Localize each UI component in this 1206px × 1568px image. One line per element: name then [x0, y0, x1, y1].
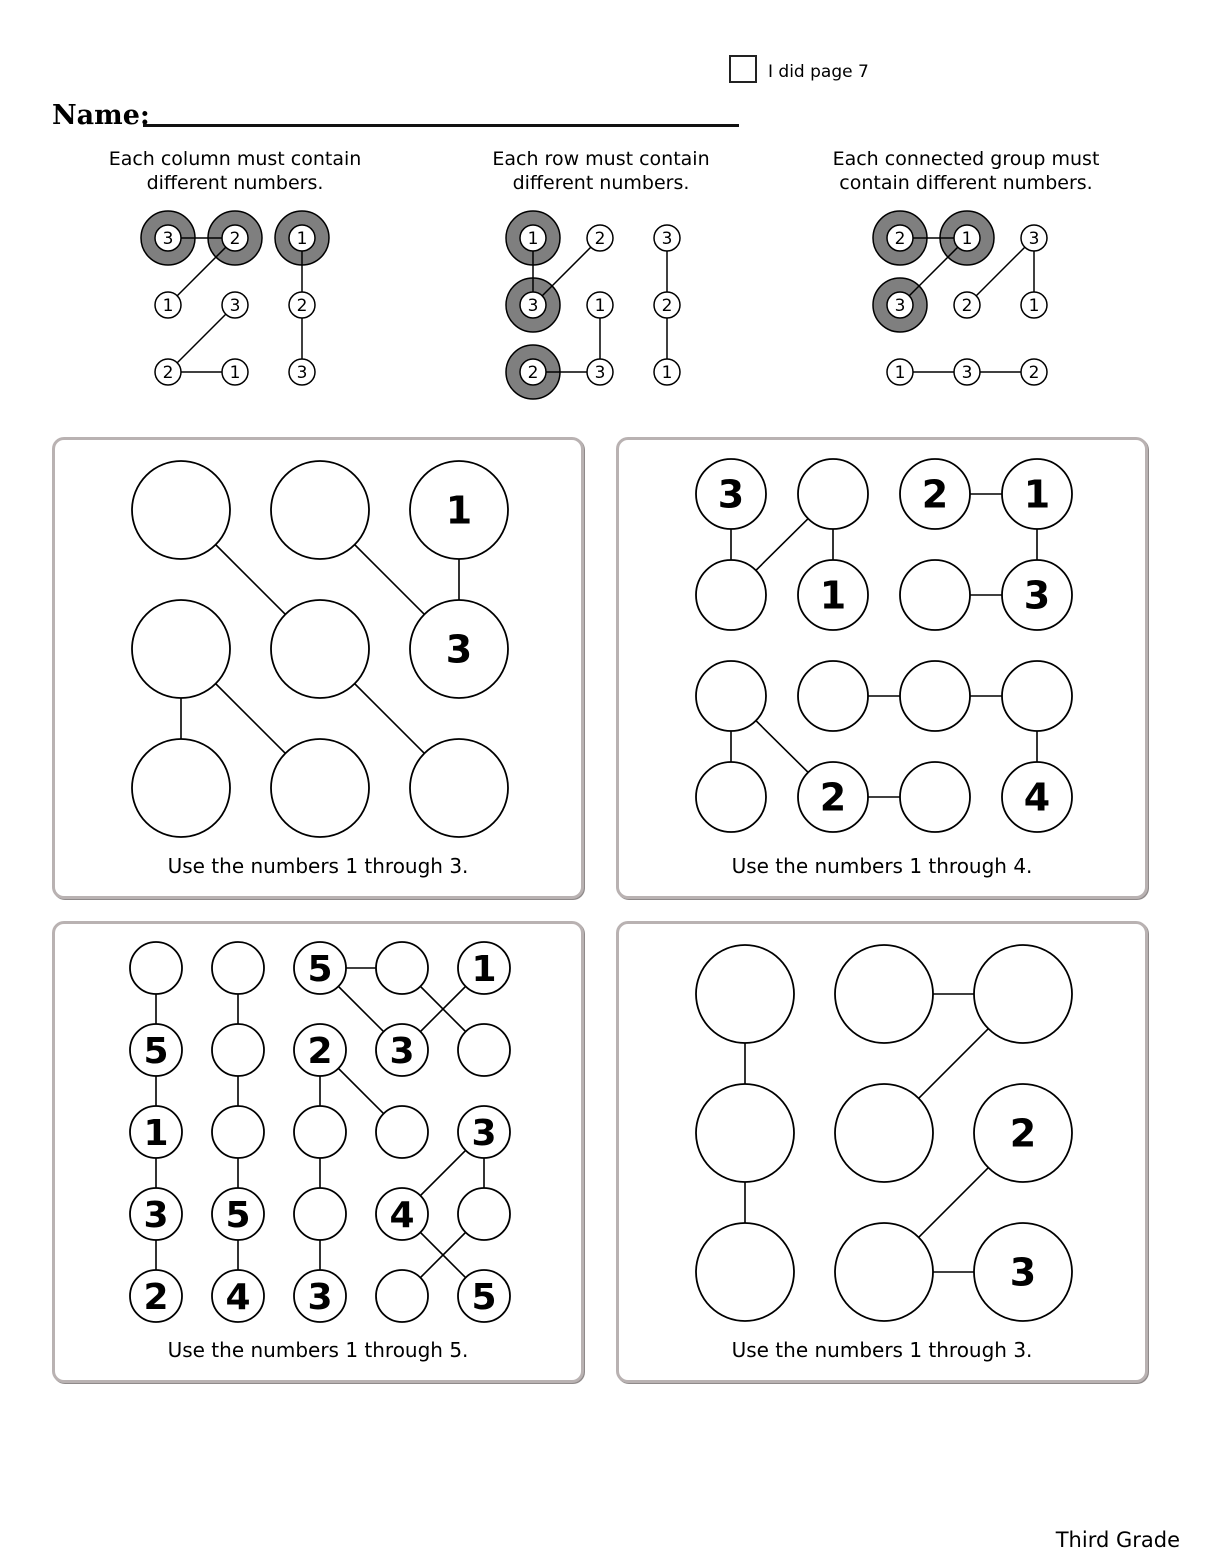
- puzzle-panel-2: [616, 437, 1148, 899]
- rule-example-1: [141, 211, 329, 385]
- example-node-number: 2: [661, 296, 673, 316]
- blank-answer-circle[interactable]: [835, 1084, 933, 1182]
- puzzle-panel-3: [52, 921, 584, 1383]
- puzzle-panel-1: [52, 437, 584, 899]
- example-node-number: 2: [961, 296, 973, 316]
- given-number: 1: [1023, 472, 1051, 517]
- example-node-number: 1: [961, 229, 973, 249]
- example-node-number: 2: [296, 296, 308, 316]
- given-number: 2: [1009, 1111, 1037, 1156]
- puzzle-panel-4: [616, 921, 1148, 1383]
- given-number: 4: [225, 1276, 251, 1318]
- given-number: 5: [471, 1276, 497, 1318]
- blank-answer-circle[interactable]: [376, 1270, 428, 1322]
- puzzle-1-diagram: [55, 440, 587, 850]
- example-node-number: 1: [229, 363, 241, 383]
- grade-footer: Third Grade: [1055, 1528, 1180, 1552]
- given-number: 3: [389, 1030, 415, 1072]
- rule-example-2: [506, 211, 680, 399]
- blank-answer-circle[interactable]: [1002, 661, 1072, 731]
- given-number: 1: [445, 488, 473, 533]
- blank-answer-circle[interactable]: [835, 1223, 933, 1321]
- given-number: 4: [389, 1194, 415, 1236]
- rule-examples: [0, 200, 1206, 410]
- given-number: 3: [717, 472, 745, 517]
- blank-answer-circle[interactable]: [132, 461, 230, 559]
- blank-answer-circle[interactable]: [696, 661, 766, 731]
- example-node-number: 3: [661, 229, 673, 249]
- blank-answer-circle[interactable]: [696, 1223, 794, 1321]
- given-number: 5: [307, 948, 333, 990]
- blank-answer-circle[interactable]: [294, 1188, 346, 1240]
- blank-answer-circle[interactable]: [376, 1106, 428, 1158]
- given-number: 2: [921, 472, 949, 517]
- given-number: 2: [819, 775, 847, 820]
- name-label: Name:: [52, 100, 150, 131]
- example-node-number: 3: [162, 229, 174, 249]
- example-node-number: 3: [894, 296, 906, 316]
- rule-group-text: Each connected group must contain different numbers.: [832, 148, 1100, 194]
- blank-answer-circle[interactable]: [212, 942, 264, 994]
- example-node-number: 2: [162, 363, 174, 383]
- blank-answer-circle[interactable]: [900, 762, 970, 832]
- puzzle-2-caption: Use the numbers 1 through 4.: [731, 854, 1033, 878]
- example-node-number: 1: [527, 229, 539, 249]
- example-node-number: 1: [162, 296, 174, 316]
- blank-answer-circle[interactable]: [798, 459, 868, 529]
- connector-line: [168, 305, 235, 372]
- given-number: 5: [143, 1030, 169, 1072]
- example-node-number: 2: [229, 229, 241, 249]
- rule-row-text: Each row must contain different numbers.: [492, 148, 710, 194]
- example-node-number: 2: [894, 229, 906, 249]
- completion-checkbox[interactable]: [729, 55, 757, 83]
- example-node-number: 1: [296, 229, 308, 249]
- blank-answer-circle[interactable]: [900, 661, 970, 731]
- blank-answer-circle[interactable]: [798, 661, 868, 731]
- example-node-number: 3: [1028, 229, 1040, 249]
- blank-answer-circle[interactable]: [696, 560, 766, 630]
- blank-answer-circle[interactable]: [130, 942, 182, 994]
- blank-answer-circle[interactable]: [696, 762, 766, 832]
- blank-answer-circle[interactable]: [900, 560, 970, 630]
- blank-answer-circle[interactable]: [271, 461, 369, 559]
- example-node-number: 1: [1028, 296, 1040, 316]
- blank-answer-circle[interactable]: [376, 942, 428, 994]
- puzzle-4-diagram: [619, 924, 1151, 1334]
- puzzle-3-caption: Use the numbers 1 through 5.: [167, 1338, 469, 1362]
- given-number: 1: [471, 948, 497, 990]
- example-node-number: 3: [527, 296, 539, 316]
- given-number: 3: [143, 1194, 169, 1236]
- blank-answer-circle[interactable]: [132, 600, 230, 698]
- rule-example-3: [873, 211, 1047, 385]
- example-node-number: 3: [594, 363, 606, 383]
- blank-answer-circle[interactable]: [696, 1084, 794, 1182]
- puzzle-2-diagram: [619, 440, 1151, 850]
- blank-answer-circle[interactable]: [212, 1024, 264, 1076]
- blank-answer-circle[interactable]: [835, 945, 933, 1043]
- given-number: 3: [445, 627, 473, 672]
- example-node-number: 2: [594, 229, 606, 249]
- blank-answer-circle[interactable]: [271, 739, 369, 837]
- example-node-number: 2: [1028, 363, 1040, 383]
- given-number: 1: [143, 1112, 169, 1154]
- given-number: 2: [143, 1276, 169, 1318]
- given-number: 2: [307, 1030, 333, 1072]
- given-number: 3: [1023, 573, 1051, 618]
- rule-column-text: Each column must contain different numbers.: [108, 148, 362, 194]
- blank-answer-circle[interactable]: [212, 1106, 264, 1158]
- example-node-number: 1: [894, 363, 906, 383]
- example-node-number: 1: [661, 363, 673, 383]
- blank-answer-circle[interactable]: [410, 739, 508, 837]
- example-node-number: 3: [296, 363, 308, 383]
- blank-answer-circle[interactable]: [294, 1106, 346, 1158]
- given-number: 3: [1009, 1250, 1037, 1295]
- example-node-number: 3: [961, 363, 973, 383]
- blank-answer-circle[interactable]: [696, 945, 794, 1043]
- blank-answer-circle[interactable]: [458, 1188, 510, 1240]
- name-writing-line[interactable]: [143, 124, 739, 127]
- example-node-number: 3: [229, 296, 241, 316]
- example-node-number: 1: [594, 296, 606, 316]
- puzzle-4-caption: Use the numbers 1 through 3.: [731, 1338, 1033, 1362]
- checkbox-label: I did page 7: [768, 62, 869, 82]
- puzzle-3-diagram: [55, 924, 587, 1334]
- puzzle-1-caption: Use the numbers 1 through 3.: [167, 854, 469, 878]
- given-number: 3: [307, 1276, 333, 1318]
- given-number: 1: [819, 573, 847, 618]
- given-number: 3: [471, 1112, 497, 1154]
- blank-answer-circle[interactable]: [458, 1024, 510, 1076]
- example-node-number: 2: [527, 363, 539, 383]
- blank-answer-circle[interactable]: [271, 600, 369, 698]
- given-number: 4: [1023, 775, 1051, 820]
- blank-answer-circle[interactable]: [974, 945, 1072, 1043]
- given-number: 5: [225, 1194, 251, 1236]
- blank-answer-circle[interactable]: [132, 739, 230, 837]
